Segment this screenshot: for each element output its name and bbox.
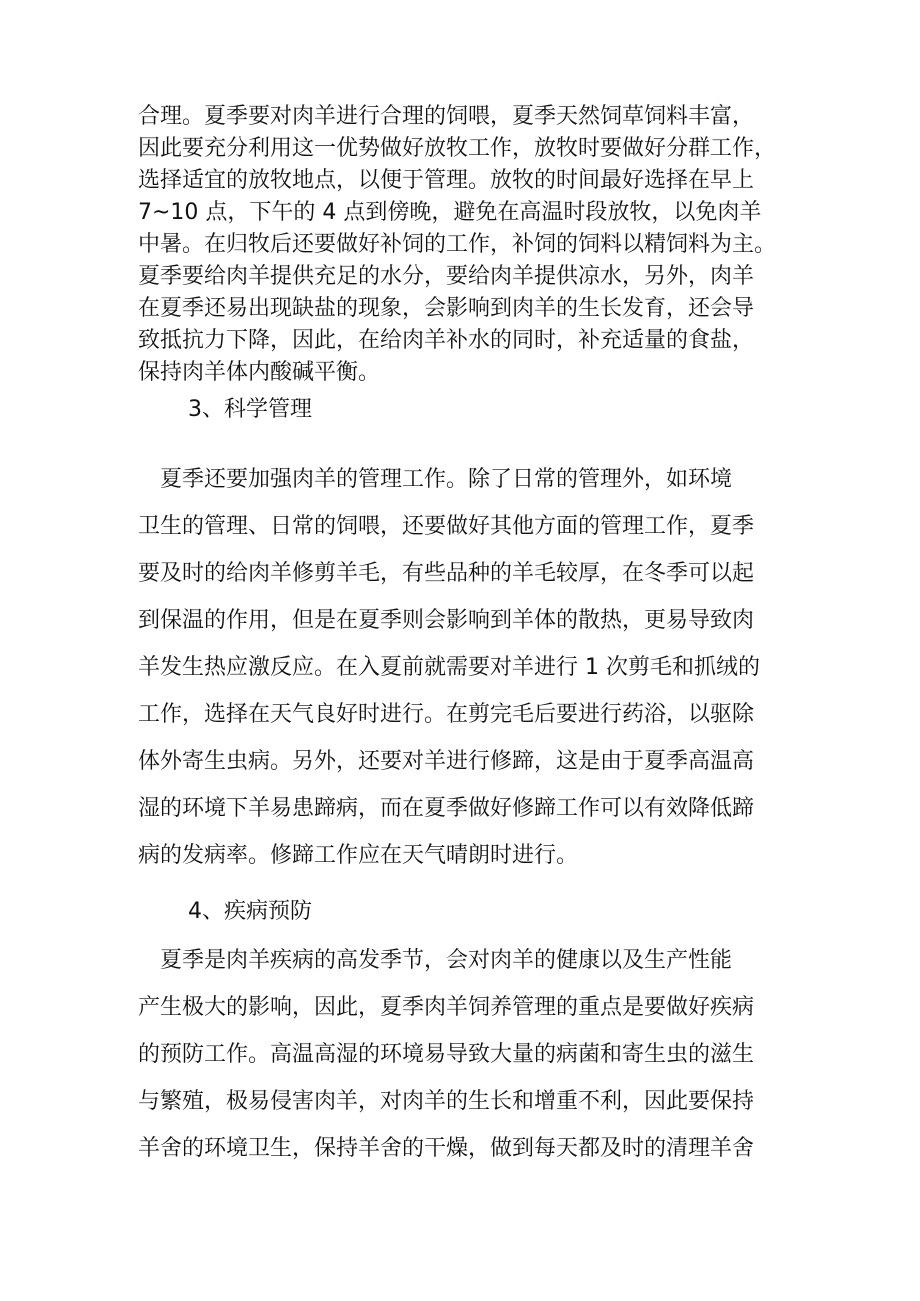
section-3-line: 夏季还要加强肉羊的管理工作。除了日常的管理外，如环境 [138,467,733,492]
section-3-line: 羊发生热应激反应。在入夏前就需要对羊进行 1 次剪毛和抓绒的 [138,655,760,680]
section-3-line: 到保温的作用，但是在夏季则会影响到羊体的散热，更易导致肉 [138,608,755,633]
section-4-line: 羊舍的环境卫生，保持羊舍的干燥，做到每天都及时的清理羊舍 [138,1136,755,1161]
section-3-line: 工作，选择在天气良好时进行。在剪完毛后要进行药浴，以驱除 [138,702,755,727]
section-3-line: 湿的环境下羊易患蹄病，而在夏季做好修蹄工作可以有效降低蹄 [138,796,755,821]
intro-line: 合理。夏季要对肉羊进行合理的饲喂，夏季天然饲草饲料丰富， [138,104,755,129]
section-heading-3: 3、科学管理 [188,397,312,422]
intro-line: 选择适宜的放牧地点，以便于管理。放牧的时间最好选择在早上 [138,168,755,193]
section-3-line: 要及时的给肉羊修剪羊毛，有些品种的羊毛较厚，在冬季可以起 [138,561,755,586]
intro-line: 保持肉羊体内酸碱平衡。 [138,360,381,385]
section-4-line: 产生极大的影响，因此，夏季肉羊饲养管理的重点是要做好疾病 [138,995,755,1020]
section-3-line: 病的发病率。修蹄工作应在天气晴朗时进行。 [138,843,579,868]
intro-line: 致抵抗力下降，因此，在给肉羊补水的同时，补充适量的食盐， [138,328,755,353]
intro-line: 因此要充分利用这一优势做好放牧工作，放牧时要做好分群工作， [138,136,777,161]
intro-line: 7~10 点，下午的 4 点到傍晚，避免在高温时段放牧，以免肉羊 [138,200,762,225]
section-3-line: 体外寄生虫病。另外，还要对羊进行修蹄，这是由于夏季高温高 [138,749,755,774]
section-4-line: 夏季是肉羊疾病的高发季节，会对肉羊的健康以及生产性能 [138,948,733,973]
intro-line: 在夏季还易出现缺盐的现象，会影响到肉羊的生长发育，还会导 [138,296,755,321]
section-4-line: 的预防工作。高温高湿的环境易导致大量的病菌和寄生虫的滋生 [138,1042,755,1067]
intro-line: 中暑。在归牧后还要做好补饲的工作，补饲的饲料以精饲料为主。 [138,232,777,257]
section-3-line: 卫生的管理、日常的饲喂，还要做好其他方面的管理工作，夏季 [138,514,755,539]
intro-line: 夏季要给肉羊提供充足的水分，要给肉羊提供凉水，另外，肉羊 [138,264,755,289]
section-heading-4: 4、疾病预防 [188,899,312,924]
section-4-line: 与繁殖，极易侵害肉羊，对肉羊的生长和增重不利，因此要保持 [138,1089,755,1114]
